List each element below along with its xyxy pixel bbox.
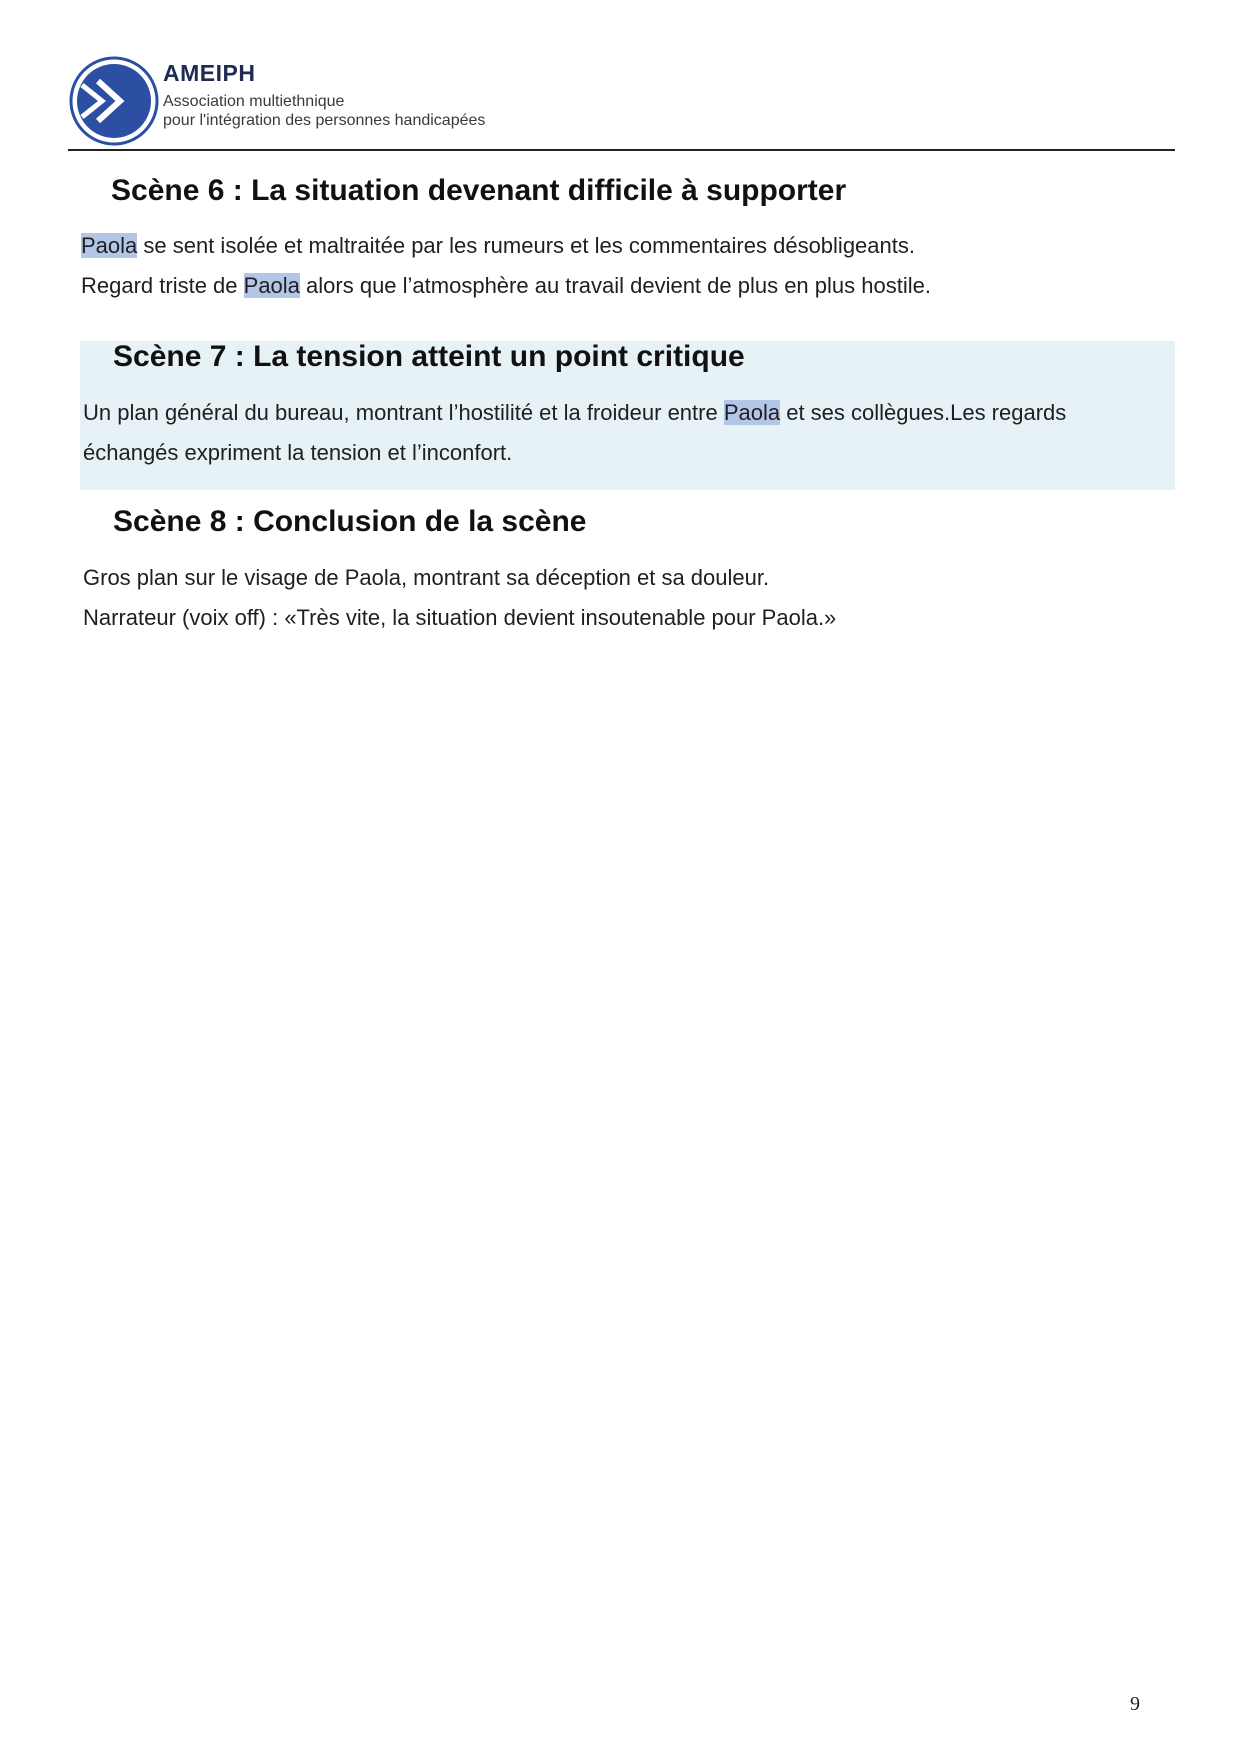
highlighted-name: Paola — [723, 400, 781, 425]
scene-6-line-2 — [81, 266, 931, 306]
scene-6-line-1-text: se sent isolée et maltraitée par les rumeurs et les commentaires désobligeants. — [137, 233, 915, 258]
page-header — [66, 52, 1174, 150]
highlighted-name: Paola — [81, 233, 138, 258]
scene-7-title: Scène 7 : La tension atteint un point critique — [113, 340, 745, 373]
brand-subtitle-line-1: Association multiethnique — [163, 93, 345, 110]
scene-7-line-1-before: Un plan général du bureau, montrant l’hostilité et la froideur entre — [83, 400, 724, 425]
ameiph-logo-icon — [68, 55, 160, 147]
highlighted-name: Paola — [243, 273, 300, 298]
brand-name: AMEIPH — [163, 60, 256, 86]
scene-7-line-1 — [83, 393, 1066, 433]
scene-6-line-2-rest: alors que l’atmosphère au travail devient de plus en plus hostile. — [299, 273, 931, 298]
scene-7-line-1-rest: et ses collègues.Les regards — [780, 400, 1067, 425]
scene-6-line-2-before: Regard triste de — [81, 273, 244, 298]
scene-8-line-1: Gros plan sur le visage de Paola, montrant sa déception et sa douleur. — [83, 565, 770, 590]
page-number: 9 — [1130, 1693, 1140, 1715]
scene-6-line-1 — [81, 226, 915, 266]
brand-subtitle-line-2: pour l'intégration des personnes handicapées — [163, 112, 486, 129]
scene-8-line-2: Narrateur (voix off) : «Très vite, la situation devient insoutenable pour Paola.» — [83, 605, 837, 630]
scene-8-title: Scène 8 : Conclusion de la scène — [113, 505, 587, 538]
header-divider — [68, 149, 1175, 151]
scene-6-title: Scène 6 : La situation devenant difficile à supporter — [111, 174, 847, 207]
brand-subtitle — [163, 92, 485, 130]
scene-7-line-2: échangés expriment la tension et l’inconfort. — [83, 440, 513, 465]
